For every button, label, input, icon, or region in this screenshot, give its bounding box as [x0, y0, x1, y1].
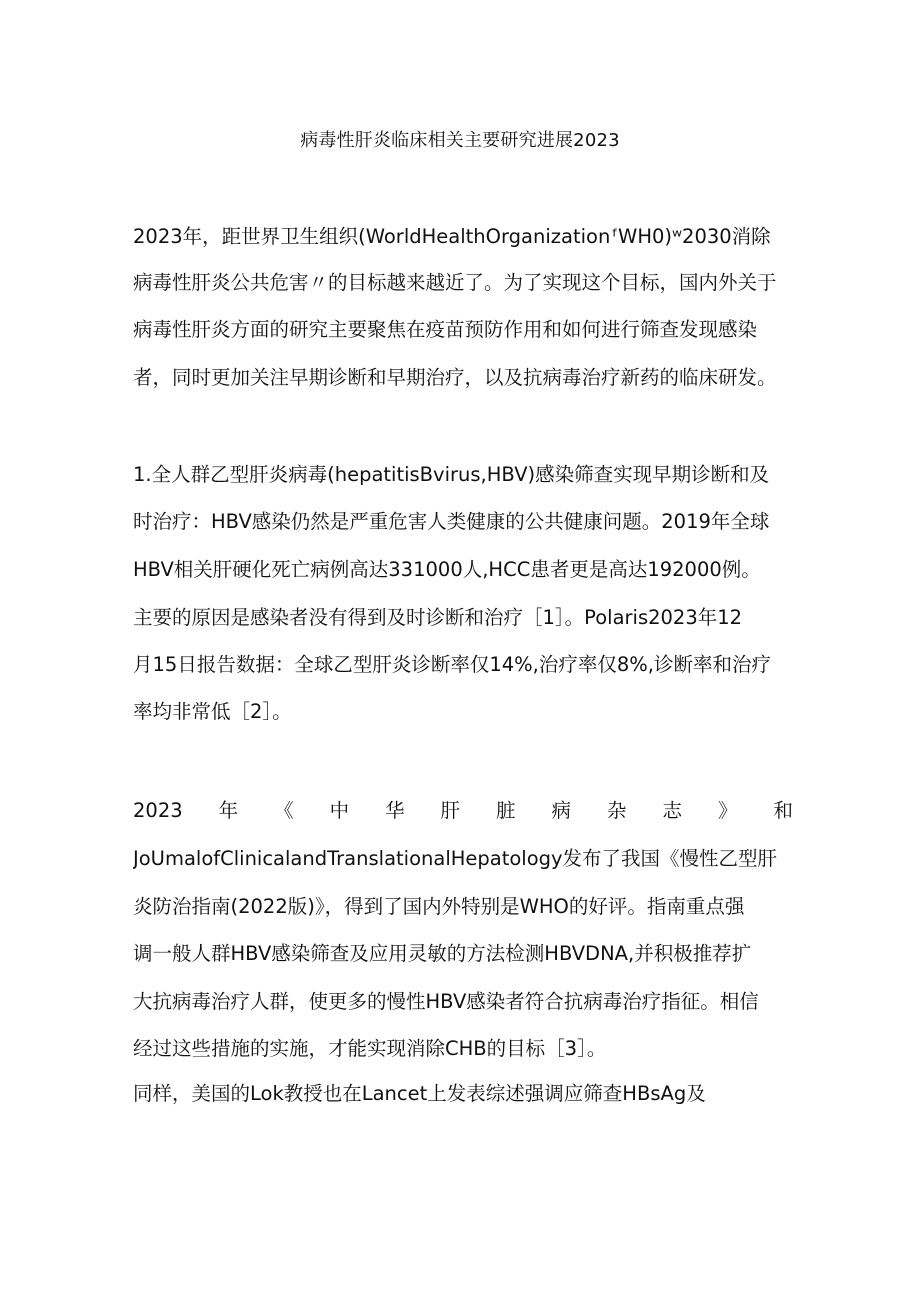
- paragraph-3-word: 中: [329, 799, 350, 822]
- paragraph-1-line-3: 病毒性肝炎方面的研究主要聚焦在疫苗预防作用和如何进行筛查发现感染: [133, 318, 758, 341]
- paragraph-3-line-3: 炎防治指南(2022版)》，得到了国内外特别是WHO的好评。指南重点强: [133, 895, 745, 918]
- paragraph-3-word: 》: [717, 799, 738, 822]
- paragraph-3-word: 华: [385, 799, 405, 822]
- paragraph-3-word: 《: [274, 799, 294, 822]
- paragraph-3-line-6: 经过这些措施的实施，才能实现消除CHB的目标［3］。: [133, 1037, 607, 1060]
- paragraph-3-line-1: [133, 797, 793, 825]
- paragraph-2-line-2: 时治疗：HBV感染仍然是严重危害人类健康的公共健康问题。2019年全球: [133, 510, 770, 533]
- paragraph-3-line-4: 调一般人群HBV感染筛查及应用灵敏的方法检测HBVDNA,并积极推荐扩: [133, 942, 752, 965]
- paragraph-2-line-3: HBV相关肝硬化死亡病例高达331000人,HCC患者更是高达192000例。: [133, 558, 761, 581]
- paragraph-3-word: 病: [551, 799, 572, 822]
- paragraph-1-line-1: 2023年，距世界卫生组织(WorldHealthOrganization ᶠWH0)ʷ2030消除: [133, 225, 771, 248]
- paragraph-2-line-5: 月15日报告数据：全球乙型肝炎诊断率仅14%,治疗率仅8%,诊断率和治疗: [133, 653, 771, 676]
- paragraph-3-word: 脏: [496, 799, 516, 822]
- paragraph-1-line-4: 者，同时更加关注早期诊断和早期治疗，以及抗病毒治疗新药的临床研发。: [133, 366, 777, 389]
- paragraph-1-line-2: 病毒性肝炎公共危害〃的目标越来越近了。为了实现这个目标，国内外关于: [133, 271, 777, 294]
- paragraph-3-word: 杂: [607, 799, 627, 822]
- paragraph-3-word: 志: [662, 799, 682, 822]
- paragraph-3-word: 年: [218, 799, 239, 822]
- paragraph-4-line-1: 同样，美国的Lok教授也在Lancet上发表综述强调应筛查HBsAg及: [133, 1082, 706, 1105]
- paragraph-2-line-6: 率均非常低［2］。: [133, 700, 292, 723]
- paragraph-3-line-5: 大抗病毒治疗人群，使更多的慢性HBV感染者符合抗病毒治疗指征。相信: [133, 990, 759, 1013]
- paragraph-3-word: 和: [773, 799, 793, 822]
- paragraph-2-line-1: 1.全人群乙型肝炎病毒(hepatitisBvirus,HBV)感染筛查实现早期诊断和及: [133, 463, 770, 486]
- paragraph-3-line-2: JoUmalofClinicalandTranslationalHepatology发布了我国《慢性乙型肝: [133, 847, 778, 870]
- paragraph-3-word: 肝: [440, 799, 461, 822]
- paragraph-3-word: 2023: [133, 799, 183, 822]
- document-title: 病毒性肝炎临床相关主要研究进展2023: [300, 130, 620, 151]
- paragraph-2-line-4: 主要的原因是感染者没有得到及时诊断和治疗［1］。Polaris2023年12: [133, 606, 743, 629]
